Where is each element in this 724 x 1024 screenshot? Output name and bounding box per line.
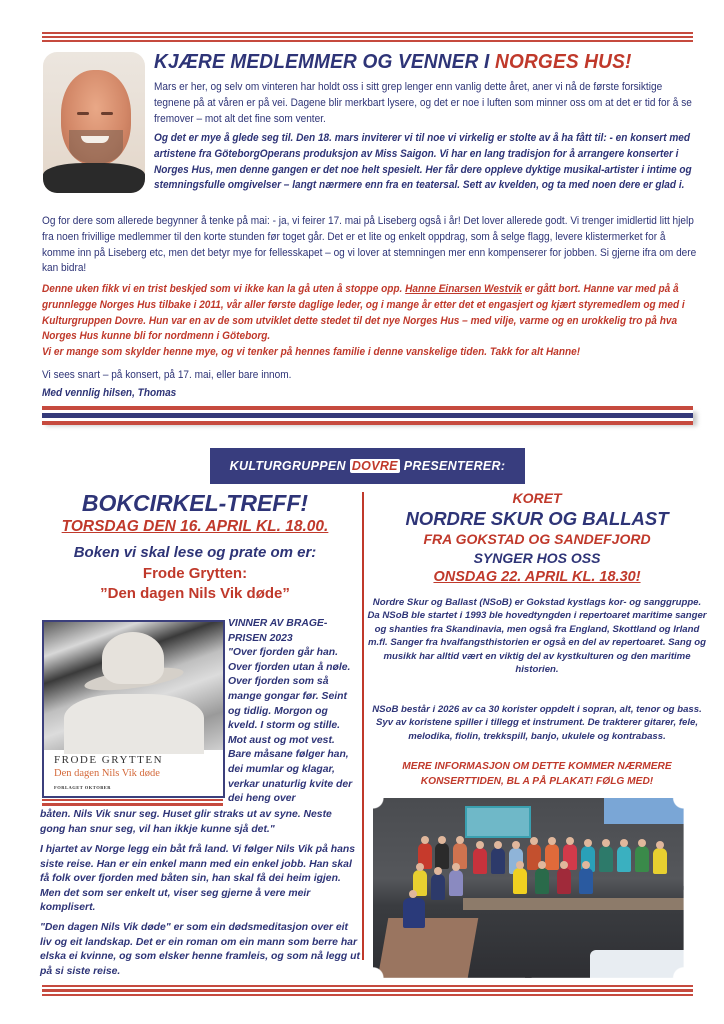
concert-koret: KORET — [512, 490, 562, 506]
author-photo — [43, 52, 145, 193]
top-stripes — [42, 32, 693, 42]
book-quote — [228, 617, 358, 807]
book-club-heading: BOKCIRKEL-TREFF! — [81, 490, 309, 516]
presenter-banner — [210, 448, 525, 484]
concert-choir-name: NORDRE SKUR OG BALLAST — [405, 508, 669, 529]
book-cover — [42, 620, 225, 798]
memorial-name: Hanne Einarsen Westvik — [405, 283, 522, 295]
bottom-stripes — [42, 985, 693, 995]
may17-paragraph: Og for dere som allerede begynner å tenke på mai: - ja, vi feirer 17. mai på Liseberg også i år! Det lover allerede godt. Vi trenger imidlertid litt hjelp fra noen frivillige medlemmer til den korte stunden før toget går. Det er et lite og enkelt oppdrag, som å selge flagg, levere klistermerket for å komme inn på Liseberg etc, men det betyr mye for fellesskapet – og vi lover at stemningen mer enn kompenserer for jobben. Si gjerne ifra om dere kan bidra! — [42, 215, 697, 275]
banner-dovre: DOVRE — [351, 459, 398, 473]
memorial-text-b: er gått bort. Hanne var med på å grunnlegge Norges Hus tilbake i 2011, vår aller første daglige leder, og i mange år etter det et engasjert og kjært styremedlem og med i Kulturgruppen Dovre. Hun var en av de som utviklet dette stedet til det nye Norges Hus – med vilje, varme og en urokkelig tro på hva Norges Hus kunne bli for nordmenn i Göteborg. — [42, 283, 685, 343]
quote-continuation: båten. Nils Vik snur seg. Huset glir straks ut av syne. Neste gong han snur seg, vil han ikkje kunne sjå det." — [40, 809, 332, 835]
memorial-text-a: Denne uken fikk vi en trist beskjed som vi ikke kan la gå uten å stoppe opp. — [42, 283, 406, 295]
book-author: Frode Grytten: — [142, 565, 248, 582]
book-description-1: I hjartet av Norge legg ein båt frå land. Vi følger Nils Vik på hans siste reise. Han er ein enkel mann med ein enkel jobb. Han skal få folk over fjorden med båten sin, han skal få dei heim igjen. Men det som ser enkelt ut, viser seg gjerne å vere meir komplisert. — [40, 844, 356, 914]
title-part1: KJÆRE MEDLEMMER OG VENNER I — [154, 50, 496, 73]
divider-stripes — [42, 406, 693, 426]
book-stripes — [42, 799, 223, 807]
concert-sings: SYNGER HOS OSS — [473, 550, 601, 566]
concert-origin: FRA GOKSTAD OG SANDEFJORD — [423, 531, 651, 547]
book-title: ”Den dagen Nils Vik døde” — [100, 585, 290, 602]
book-description-2: "Den dagen Nils Vik døde" er som ein dødsmeditasjon over eit liv og eit landskap. Det er ein roman om ein mann som berre har elska ei kvinne, og som elsker henne framleis, og som nå legg ut på si siste reise. — [40, 922, 360, 977]
memorial-paragraph — [42, 282, 697, 361]
book-club-subheading: Boken vi skal lese og prate om er: — [73, 544, 317, 561]
banner-part1: KULTURGRUPPEN — [229, 459, 346, 473]
title-part2: NORGES HUS! — [495, 50, 632, 73]
memorial-text-c: Vi er mange som skylder henne mye, og vi tenker på hennes familie i denne vanskelige tiden. Takk for alt Hanne! — [42, 346, 581, 359]
choir-photo — [373, 798, 684, 978]
quote-text: "Over fjorden går han. Over fjorden utan å nøle. Over fjorden som så mange gongar før. Seint og tidlig. Morgon og kveld. I storm og stille. Mot aust og mot vest. Bare måsane følger han, dei mumlar og klagar, verkar unaturlig kvite der dei heng over — [228, 647, 353, 805]
cover-publisher: FORLAGET OKTOBER — [54, 785, 111, 790]
page-title — [154, 50, 661, 74]
cover-author: FRODE GRYTTEN — [54, 754, 164, 766]
book-club-date: TORSDAG DEN 16. APRIL KL. 18.00. — [61, 518, 329, 535]
banner-part2: PRESENTERER: — [403, 459, 506, 473]
concert-date: ONSDAG 22. APRIL KL. 18.30! — [433, 569, 641, 585]
concert-paragraph: Og det er mye å glede seg til. Den 18. mars inviterer vi til noe vi virkelig er stolte av å ha fått til: - en konsert med artistene fra GöteborgOperans produksjon av Miss Saigon. Vi har en lang tradisjon for å arrangere konserter i Norges Hus, men denne gangen er det noe helt spesielt. Her får dere oppleve dyktige musikal-artister i intime og stemningsfulle omgivelser – langt nærmere enn fra en teatersal. Sett av kvelden, og ta med noen dere er glad i. — [154, 132, 692, 192]
intro-paragraph: Mars er her, og selv om vinteren har holdt oss i sitt grep lenger enn vanlig dette året, aner vi nå de første forsiktige tegnene på at våren er på vei. Dagene blir merkbart lysere, og det er noe i luften som minner oss om at det er tid for å se fremover – mot alt det fine som venter. — [154, 81, 692, 125]
award-text: VINNER AV BRAGE-PRISEN 2023 — [228, 618, 328, 644]
cover-title: Den dagen Nils Vik døde — [54, 768, 160, 779]
book-author-title — [40, 564, 350, 604]
concert-more-info: MERE INFORMASJON OM DETTE KOMMER NÆRMERE KONSERTTIDEN, BL A PÅ PLAKAT! FØLG MED! — [402, 761, 672, 787]
concert-paragraph-2: NSoB består i 2026 av ca 30 korister oppdelt i sopran, alt, tenor og bass. Syv av koristene spiller i tillegg et instrument. De trakterer gitarer, fele, melodika, fiolin, trekkspill, banjo, ukulele og kontrabass. — [372, 704, 702, 742]
column-divider — [362, 492, 364, 960]
concert-paragraph-1: Nordre Skur og Ballast (NSoB) er Gokstad kystlags kor- og sanggruppe. Da NSoB ble startet i 1993 ble hovedtyngden i repertoaret maritime sanger og shanties fra Skandinavia, men også fra England, Skottland og Irland m.fl. Sanger fra hvalfangsthistorien er også en del av repertoaret. Sang og musikk har alltid vært en viktig del av kystkulturen og den maritime historien. — [367, 597, 707, 676]
signature: Med vennlig hilsen, Thomas — [42, 387, 177, 399]
closing-line: Vi sees snart – på konsert, på 17. mai, eller bare innom. — [42, 369, 292, 381]
